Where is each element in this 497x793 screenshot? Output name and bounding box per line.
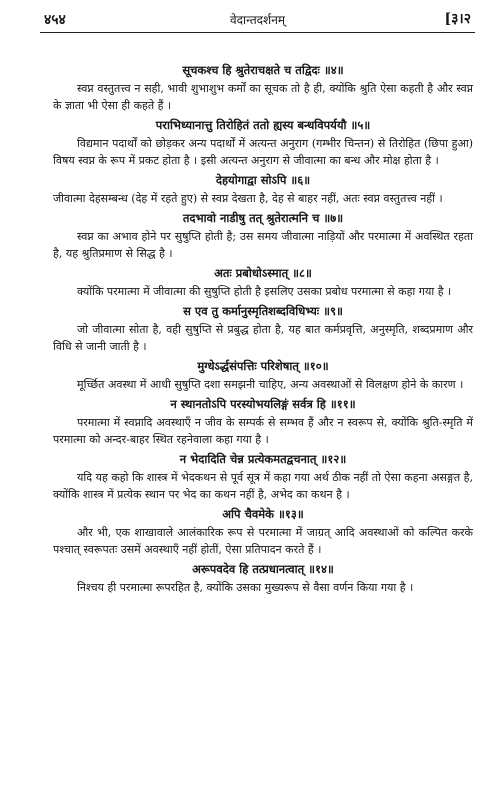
sutra-heading: तदभावो नाडीषु तत् श्रुतेरात्मनि च ॥७॥ bbox=[182, 211, 344, 225]
sutra-heading: न भेदादिति चेन्न प्रत्येकमतद्वचनात् ॥१२॥ bbox=[179, 452, 347, 466]
sutra-heading: सूचकश्च हि श्रुतेराचक्षते च तद्विदः ॥४॥ bbox=[182, 63, 344, 77]
sutra-heading: अपि चैवमेके ॥१३॥ bbox=[222, 507, 304, 521]
running-title: वेदान्तदर्शनम् bbox=[229, 13, 286, 27]
commentary-paragraph: जो जीवात्मा सोता है, वही सुषुप्ति से प्रबुद्ध होता है, यह बात कर्मप्रवृत्ति, अनुस्मृति, शब्दप्रमाण और विधि से जानी जाती है । bbox=[53, 323, 473, 353]
commentary-paragraph: यदि यह कहो कि शास्त्र में भेदकथन से पूर्व सूत्र में कहा गया अर्थ ठीक नहीं तो ऐसा कहना असङ्गत है, क्योंकि शास्त्र में प्रत्येक स्थान पर भेद का कथन नहीं है, अभेद का कथन है । bbox=[53, 471, 473, 501]
sutra-heading: मुग्धेऽर्द्धसंपत्तिः परिशेषात् ॥१०॥ bbox=[197, 359, 329, 373]
commentary-paragraph: विद्यमान पदार्थों को छोड़कर अन्य पदार्थों में अत्यन्त अनुराग (गम्भीर चिन्तन) से तिरोहित (छिपा हुआ) विषय स्वप्न के रूप में प्रकट होता है । इसी अत्यन्त अनुराग से जीवात्मा का बन्ध और मोक्ष होता है । bbox=[53, 137, 473, 167]
sutra-heading: देहयोगाद्वा सोऽपि ॥६॥ bbox=[215, 173, 311, 187]
header-rule bbox=[40, 32, 475, 33]
page-body bbox=[53, 59, 473, 598]
page-number: ४५४ bbox=[44, 12, 66, 28]
commentary-paragraph: और भी, एक शाखावाले आलंकारिक रूप से परमात्मा में जाग्रत् आदि अवस्थाओं को कल्पित करके पश्चात् स्वरूपतः उसमें अवस्थाएँ नहीं होतीं, ऐसा प्रतिपादन करते हैं । bbox=[53, 526, 473, 556]
page-header bbox=[44, 10, 471, 30]
commentary-paragraph: स्वप्न का अभाव होने पर सुषुप्ति होती है; उस समय जीवात्मा नाड़ियों और परमात्मा में अवस्थित रहता है, यह श्रुतिप्रमाण से सिद्ध है । bbox=[53, 230, 473, 260]
commentary-paragraph: क्योंकि परमात्मा में जीवात्मा की सुषुप्ति होती है इसलिए उसका प्रबोध परमात्मा से कहा गया है । bbox=[77, 285, 452, 298]
commentary-paragraph: जीवात्मा देहसम्बन्ध (देह में रहते हुए) से स्वप्न देखता है, देह से बाहर नहीं, अतः स्वप्न वस्तुतत्त्व नहीं । bbox=[53, 192, 443, 205]
sutra-heading: अतः प्रबोधोऽस्मात् ॥८॥ bbox=[214, 266, 312, 280]
sutra-heading: अरूपवदेव हि तत्प्रधानत्वात् ॥१४॥ bbox=[192, 562, 334, 576]
commentary-paragraph: परमात्मा में स्वप्नादि अवस्थाएँ न जीव के सम्पर्क से सम्भव हैं और न स्वरूप से, क्योंकि श्रुति-स्मृति में परमात्मा को अन्दर-बाहर स्थित रहनेवाला कहा गया है । bbox=[53, 416, 473, 446]
commentary-paragraph: मूर्च्छित अवस्था में आधी सुषुप्ति दशा समझनी चाहिए, अन्य अवस्थाओं से विलक्षण होने के कारण । bbox=[77, 378, 464, 391]
sutra-heading: पराभिध्यानात्तु तिरोहितं ततो ह्यस्य बन्धविपर्ययौ ॥५॥ bbox=[155, 118, 371, 132]
sutra-heading: स एव तु कर्मानुस्मृतिशब्दविधिभ्यः ॥९॥ bbox=[183, 304, 343, 318]
commentary-paragraph: स्वप्न वस्तुतत्त्व न सही, भावी शुभाशुभ कर्मों का सूचक तो है ही, क्योंकि श्रुति ऐसा कहती है और स्वप्न के ज्ञाता भी ऐसा ही कहते हैं । bbox=[53, 82, 473, 112]
section-reference: [३।२ bbox=[444, 11, 471, 27]
commentary-paragraph: निश्चय ही परमात्मा रूपरहित है, क्योंकि उसका मुख्यरूप से वैसा वर्णन किया गया है । bbox=[77, 581, 414, 594]
sutra-heading: न स्थानतोऽपि परस्योभयलिङ्गं सर्वत्र हि ॥११॥ bbox=[170, 397, 356, 411]
